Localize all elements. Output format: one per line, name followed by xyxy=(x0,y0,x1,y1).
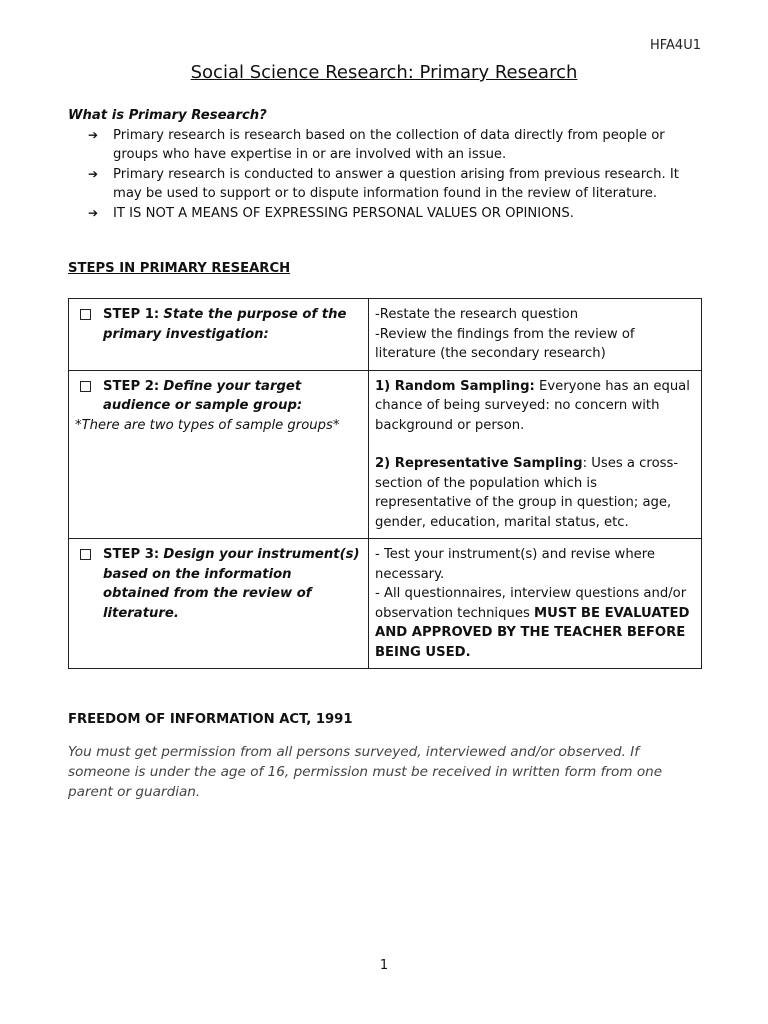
random-sampling-text: Everyone has an equal chance of being surveyed: no concern with background or person. xyxy=(375,378,690,433)
page-title: Social Science Research: Primary Research xyxy=(190,62,578,83)
detail-line: - Test your instrument(s) and revise where necessary. xyxy=(375,547,656,582)
detail-line: -Restate the research question xyxy=(375,307,579,322)
representative-sampling-label: 2) Representative Sampling xyxy=(375,456,583,471)
representative-sampling-paragraph xyxy=(375,454,695,532)
intro-bullet-text: IT IS NOT A MEANS OF EXPRESSING PERSONAL VALUES OR OPINIONS. xyxy=(113,205,574,221)
step-detail-cell xyxy=(369,370,702,539)
arrow-icon: ➔ xyxy=(88,205,99,220)
page-number: 1 xyxy=(379,958,389,973)
step-label: STEP 3: xyxy=(103,547,160,562)
step-cell xyxy=(69,370,369,539)
steps-table xyxy=(68,298,702,669)
step-label: STEP 2: xyxy=(103,378,160,394)
step-description: State the purpose of the primary investigation: xyxy=(103,307,347,342)
detail-emphasis: MUST BE EVALUATED AND APPROVED BY THE TEACHER BEFORE BEING USED. xyxy=(375,605,690,660)
detail-line: -Review the findings from the review of literature (the secondary research) xyxy=(375,326,635,361)
foia-heading: FREEDOM OF INFORMATION ACT, 1991 xyxy=(68,712,353,727)
checkbox-icon[interactable] xyxy=(80,309,91,320)
table-row xyxy=(69,370,702,539)
step-detail-cell xyxy=(369,539,702,669)
intro-bullet xyxy=(68,204,708,224)
checkbox-icon[interactable] xyxy=(80,549,91,560)
table-row xyxy=(69,539,702,669)
step-detail-cell xyxy=(369,299,702,371)
intro-bullet-text: Primary research is conducted to answer a question arising from previous research. It may be used to support or to dispute information found in the review of literature. xyxy=(113,166,679,201)
detail-paragraph xyxy=(375,584,695,662)
step-cell xyxy=(69,539,369,669)
steps-heading: STEPS IN PRIMARY RESEARCH xyxy=(68,261,291,276)
random-sampling-label: 1) Random Sampling: xyxy=(375,378,535,394)
intro-bullet xyxy=(68,165,708,204)
intro-section xyxy=(68,106,708,223)
intro-bullet xyxy=(68,126,708,165)
intro-bullet-text: Primary research is research based on the collection of data directly from people or groups who have expertise in or are involved with an issue. xyxy=(113,127,665,162)
random-sampling-paragraph xyxy=(375,377,695,436)
checkbox-icon[interactable] xyxy=(80,381,91,392)
foia-text: You must get permission from all persons surveyed, interviewed and/or observed. If someone is under the age of 16, permission must be received in written form from one parent or guardian. xyxy=(68,744,663,800)
step-label: STEP 1: xyxy=(103,307,160,322)
arrow-icon: ➔ xyxy=(88,127,99,142)
step-description: Design your instrument(s) based on the information obtained from the review of literature. xyxy=(103,547,360,621)
step-cell xyxy=(69,299,369,371)
step-note: *There are two types of sample groups* xyxy=(75,417,340,433)
table-row xyxy=(69,299,702,371)
intro-bullet-list xyxy=(68,126,708,224)
detail-text: - All questionnaires, interview questions and/or observation techniques xyxy=(375,586,687,621)
intro-question: What is Primary Research? xyxy=(68,108,267,123)
step-description: Define your target audience or sample group: xyxy=(103,378,303,413)
course-code: HFA4U1 xyxy=(649,38,701,53)
representative-sampling-text: : Uses a cross-section of the population which is representative of the group in question; age, gender, education, marital status, etc. xyxy=(375,456,679,530)
arrow-icon: ➔ xyxy=(88,166,99,181)
